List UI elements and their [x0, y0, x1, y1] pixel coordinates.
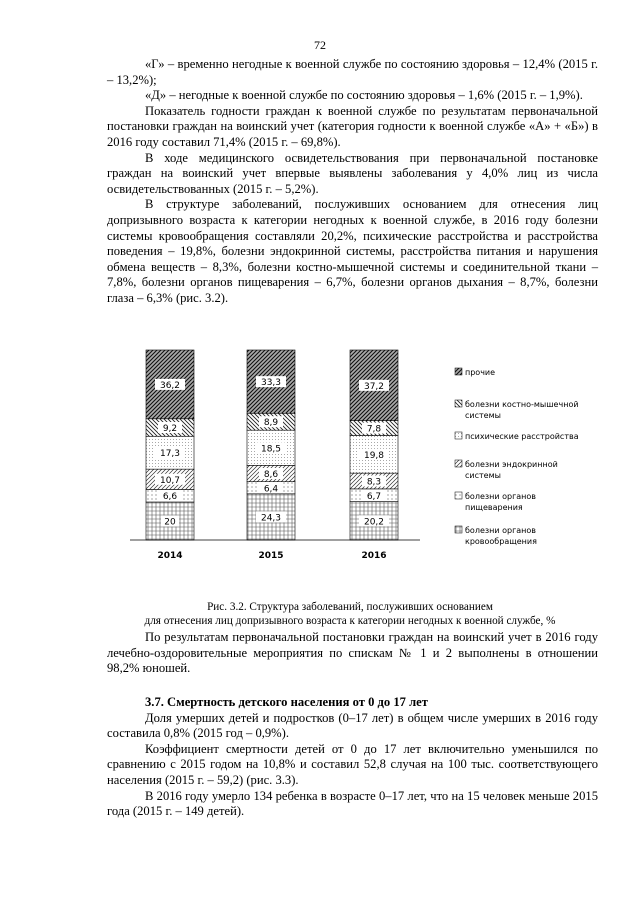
data-label: 6,4 [263, 484, 279, 495]
x-tick-label: 2014 [157, 551, 183, 561]
legend-label: болезни эндокринной системы [465, 460, 558, 480]
legend-swatch [455, 492, 462, 499]
data-label: 10,7 [159, 475, 181, 486]
data-label: 33,3 [260, 378, 282, 389]
data-label: 20 [164, 517, 176, 528]
legend-swatch [455, 460, 462, 467]
data-label: 8,3 [366, 477, 382, 488]
legend-swatch [455, 400, 462, 407]
data-label: 7,8 [366, 424, 382, 435]
page-number: 72 [314, 38, 326, 52]
figure-caption [100, 600, 600, 628]
legend-swatch [455, 432, 462, 439]
legend-label: психические расстройства [465, 432, 579, 441]
caption-line-1: Рис. 3.2. Структура заболеваний, послуживших основанием [207, 601, 493, 613]
legend-label: болезни костно-мышечной системы [465, 400, 579, 420]
section-3-7 [107, 695, 598, 820]
data-label: 20,2 [363, 517, 385, 528]
data-label: 6,7 [366, 491, 382, 502]
data-label: 19,8 [363, 450, 385, 461]
after-chart-text [107, 630, 598, 677]
top-text [107, 57, 598, 307]
paragraph: В ходе медицинского освидетельствования при первоначальной постановке граждан на воинский учет впервые выявлены заболевания у 4,0% лиц из числа освидетельствованных (2015 г. – 5,2%). [107, 150, 598, 196]
caption-line-2: для отнесения лиц допризывного возраста к категории негодных к военной службе, % [144, 615, 556, 627]
data-label: 8,6 [263, 470, 279, 480]
paragraph: Доля умерших детей и подростков (0–17 лет) в общем числе умерших в 2016 году составила 0,8% (2015 год – 0,9%). [107, 710, 598, 741]
legend-label: болезни органов кровообращения [465, 526, 537, 546]
data-label: 17,3 [159, 449, 181, 460]
legend-label: болезни органов пищеварения [465, 492, 537, 512]
x-tick-label: 2015 [258, 551, 284, 561]
data-label: 18,5 [260, 444, 282, 455]
paragraph: В 2016 году умерло 134 ребенка в возрасте 0–17 лет, что на 15 человек меньше 2015 года (2015 г. – 149 детей). [107, 788, 598, 819]
paragraph: В структуре заболеваний, послуживших основанием для отнесения лиц допризывного возраста к категории негодных к военной службе, в 2016 году болезни системы кровообращения составляли 20,2%, психические расстройства и расстройства поведения – 19,8%, болезни эндокринной системы, расстройства питания и нарушения обмена веществ – 8,3%, болезни костно-мышечной системы и соединительной ткани – 7,8%, болезни органов пищеварения – 6,7%, болезни органов дыхания – 8,7%, болезни глаза – 6,3% (рис. 3.2). [107, 197, 598, 305]
data-label: 8,9 [263, 418, 279, 429]
data-label: 37,2 [363, 381, 385, 392]
data-label: 36,2 [159, 380, 181, 391]
paragraph: «Д» – негодные к военной службе по состоянию здоровья – 1,6% (2015 г. – 1,9%). [145, 88, 583, 103]
paragraph: Показатель годности граждан к военной службе по результатам первоначальной постановки граждан на воинский учет (категория годности к военной службе «А» + «Б») в 2016 году составил 71,4% (2015 г. – 69,8%). [107, 103, 598, 149]
data-label: 24,3 [260, 513, 282, 524]
stacked-bar-chart [130, 345, 590, 570]
section-heading: 3.7. Смертность детского населения от 0 до 17 лет [145, 695, 428, 709]
data-label: 6,6 [162, 492, 178, 503]
data-label: 9,2 [162, 424, 178, 435]
paragraph: Коэффициент смертности детей от 0 до 17 лет включительно уменьшился по сравнению с 2015 годом на 10,8% и составил 52,8 случая на 100 тыс. соответствующего населения (2015 г. – 59,2) (рис. 3.3). [107, 741, 598, 787]
paragraph: «Г» – временно негодные к военной службе по состоянию здоровья – 12,4% (2015 г. – 13,2%); [107, 57, 598, 87]
legend-swatch [455, 526, 462, 533]
legend-swatch [455, 368, 462, 375]
x-tick-label: 2016 [361, 551, 387, 561]
paragraph: По результатам первоначальной постановки граждан на воинский учет в 2016 году лечебно-оздоровительные мероприятия по спискам № 1 и 2 выполнены в отношении 98,2% юношей. [107, 630, 598, 676]
legend-label: прочие [465, 368, 496, 377]
